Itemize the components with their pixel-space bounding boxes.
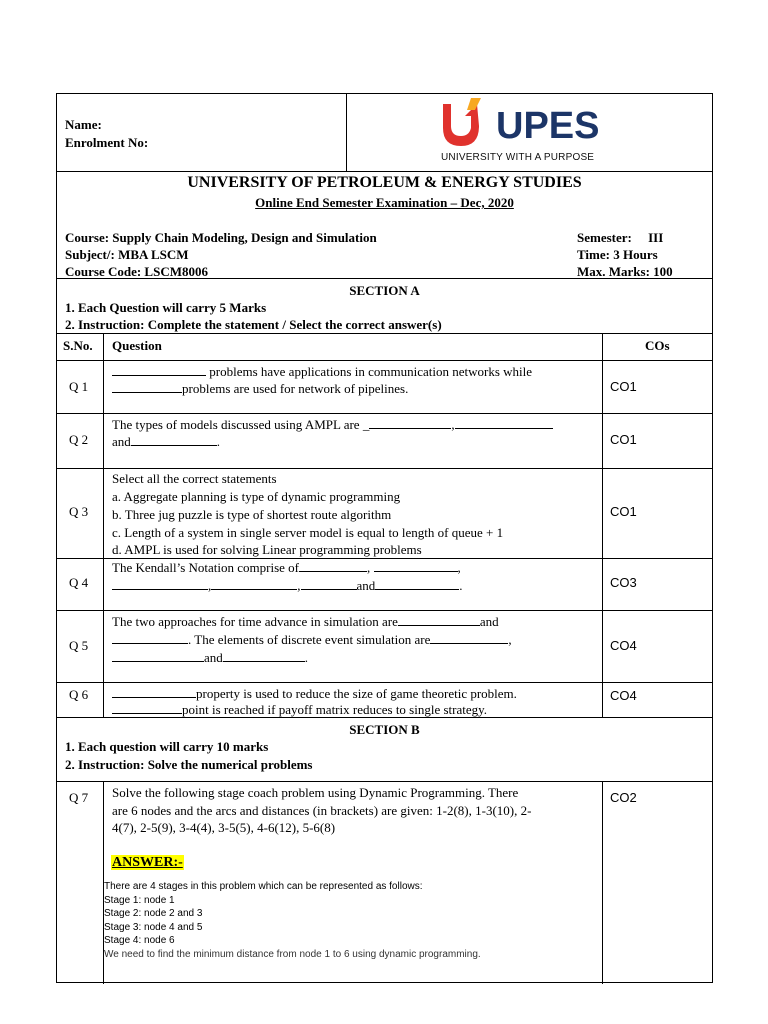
table-header [57, 333, 712, 360]
question-row-q7 [57, 781, 712, 982]
q3-option-c: c. Length of a system in single server model is equal to length of queue + 1 [112, 525, 504, 540]
q5-number: Q 5 [69, 638, 89, 653]
q6-line2: point is reached if payoff matrix reduces to single strategy. [112, 701, 487, 718]
q7-line3: 4(7), 2-5(9), 3-4(4), 3-5(5), 4-6(12), 5-6(8) [112, 820, 336, 835]
q3-line1: Select all the correct statements [112, 471, 277, 486]
semester: Semester: III [577, 230, 664, 245]
q6-number: Q 6 [69, 687, 89, 702]
answer-line-1: There are 4 stages in this problem which can be represented as follows: [104, 881, 423, 892]
q7-co: CO2 [610, 790, 637, 805]
q5-line1: The two approaches for time advance in simulation are and [112, 614, 499, 629]
max-marks: Max. Marks: 100 [577, 264, 673, 279]
q5-line3: and . [112, 649, 308, 666]
q1-line2: problems are used for network of pipelines. [112, 380, 408, 397]
svg-text:UPES: UPES [496, 105, 600, 147]
time: Time: 3 Hours [577, 247, 658, 262]
name-label: Name: [65, 117, 102, 132]
q7-line1: Solve the following stage coach problem using Dynamic Programming. There [112, 785, 519, 800]
q3-number: Q 3 [69, 504, 89, 519]
section-a-title: SECTION A [349, 283, 420, 298]
answer-line-4: Stage 3: node 4 and 5 [104, 921, 203, 933]
answer-line-5: Stage 4: node 6 [104, 935, 175, 946]
answer-line-2: Stage 1: node 1 [104, 894, 175, 906]
answer-line-3: Stage 2: node 2 and 3 [104, 908, 203, 919]
q3-option-b: b. Three jug puzzle is type of shortest route algorithm [112, 507, 392, 522]
section-b-instruction-2: 2. Instruction: Solve the numerical problems [65, 757, 313, 772]
q2-co: CO1 [610, 432, 637, 447]
exam-paper [56, 93, 713, 983]
course-name: Course: Supply Chain Modeling, Design and Simulation [65, 230, 377, 245]
q4-co: CO3 [610, 575, 637, 590]
question-row-q5 [57, 610, 712, 682]
col-cos: COs [645, 338, 670, 353]
question-row-q2 [57, 413, 712, 468]
question-row-q4 [57, 558, 712, 610]
q7-number: Q 7 [69, 790, 89, 805]
question-row-q6 [57, 682, 712, 717]
section-b-title: SECTION B [349, 722, 420, 737]
q2-number: Q 2 [69, 432, 89, 447]
logo-tagline: UNIVERSITY WITH A PURPOSE [441, 152, 595, 163]
q4-number: Q 4 [69, 575, 89, 590]
answer-line-6: We need to find the minimum distance from node 1 to 6 using dynamic programming. [104, 948, 481, 960]
q1-co: CO1 [610, 379, 637, 394]
q2-line2: and . [112, 434, 221, 449]
answer-heading: ANSWER:- [112, 855, 183, 870]
q7-line2: are 6 nodes and the arcs and distances (in brackets) are given: 1-2(8), 1-3(10), 2- [112, 803, 532, 818]
q2-line1: The types of models discussed using AMPL are _ , [112, 416, 553, 433]
section-b-instruction-1: 1. Each question will carry 10 marks [65, 739, 269, 754]
q3-option-a: a. Aggregate planning is type of dynamic programming [112, 489, 401, 504]
q1-line1: problems have applications in communication networks while [112, 363, 532, 380]
section-a-instruction-1: 1. Each Question will carry 5 Marks [65, 300, 267, 315]
q6-co: CO4 [610, 688, 637, 703]
section-b-header [57, 717, 712, 781]
section-a-instruction-2: 2. Instruction: Complete the statement / Select the correct answer(s) [65, 317, 442, 332]
col-sno: S.No. [63, 338, 93, 353]
q3-co: CO1 [610, 504, 637, 519]
q1-number: Q 1 [69, 379, 89, 394]
subject: Subject/: MBA LSCM [65, 247, 189, 262]
header-divider [346, 94, 347, 171]
q5-line2: . The elements of discrete event simulation are , [112, 631, 512, 648]
course-code: Course Code: LSCM8006 [65, 264, 208, 279]
question-row-q1 [57, 360, 712, 413]
enrolment-label: Enrolment No: [65, 135, 149, 150]
q4-line1: The Kendall’s Notation comprise of , , [112, 560, 461, 575]
upes-logo [441, 96, 623, 170]
title-row [57, 171, 712, 278]
question-row-q3 [57, 468, 712, 558]
q3-option-d: d. AMPL is used for solving Linear programming problems [112, 542, 422, 557]
exam-title: Online End Semester Examination – Dec, 2020 [255, 195, 514, 210]
q5-co: CO4 [610, 638, 637, 653]
university-title: UNIVERSITY OF PETROLEUM & ENERGY STUDIES [187, 174, 582, 191]
section-a-header [57, 278, 712, 333]
q6-line1: property is used to reduce the size of game theoretic problem. [112, 685, 517, 702]
col-question: Question [112, 338, 162, 353]
q4-line2: , , and . [112, 577, 463, 594]
